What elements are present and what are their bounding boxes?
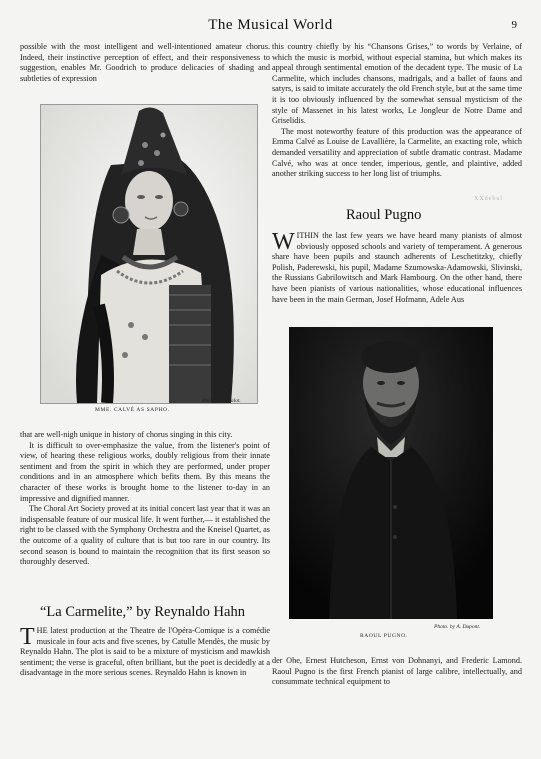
pugno-continued-paragraph: der Ohe, Ernest Hutcheson, Ernst von Dohnanyi, and Frederic Lamond. Raoul Pugno is the first French pianist of large calibre, intellectually, and consummate technical equipment to — [272, 656, 522, 687]
pugno-text: ITHIN the last few years we have heard many pianists of almost obviously opposed schools and variety of temperament. A generous share have been pupils and staunch adherents of Leschetitzky, chiefly Polish, Paderewski, his pupil, Madame Szumowska-Adamowski, Slivinski, the Russians Gabrilowitsch and Mark Hambourg. On the other hand, there have been pianists of various nationalities, whose educational influences have been in the main German, Josef Hofmann, Adele Aus — [272, 231, 522, 304]
library-stamp: XXdebul — [474, 196, 503, 202]
pugno-continued — [272, 656, 522, 688]
calve-photo-caption: MME. CALVÉ AS SAPHO. — [95, 407, 170, 413]
pugno-photo — [289, 327, 493, 619]
carmelite-text: HE latest production at the Theatre de l'Opéra-Comique is a comédie musicale in four acts and five scenes, by Catulle Mendès, the music by Reynaldo Hahn. The plot is said to be a mixture of mysticism and mawkish sentiment; the verse is graceful, often brilliant, but the poet is decidedly at a disadvantage in the more serious scenes. Reynaldo Hahn is known in — [20, 626, 270, 678]
calve-photo — [40, 104, 258, 404]
running-head-title: The Musical World — [208, 17, 333, 33]
calve-portrait-image — [41, 105, 257, 403]
intro-paragraph: possible with the most intelligent and well-intentioned amateur chorus. Indeed, their instinctive perception of effect, and their responsiveness to suggestion, enables Mr. Goodrich to produce delicacies of shading and subtleties of expression — [20, 42, 270, 83]
carmelite-paragraph — [20, 626, 270, 679]
pugno-drop-cap: W — [272, 229, 295, 255]
pugno-heading: Raoul Pugno — [346, 207, 422, 223]
left-column-lower — [20, 430, 270, 568]
pugno-photo-credit: Photo. by A. Dupont. — [434, 624, 481, 630]
carmelite-heading: “La Carmelite,” by Reynaldo Hahn — [40, 604, 245, 620]
carmelite-article — [20, 626, 270, 679]
pugno-portrait-image — [289, 327, 493, 619]
left-column — [20, 42, 270, 84]
carmelite-continued-b: The most noteworthy feature of this production was the appearance of Emma Calvé as Louise de Lavallière, la Carmelite, an exacting role, which demanded versatility and appreciation of subtle dramatic contrast. Madame Calvé, who was at once tender, imperious, gentle, and plaintive, added another striking success to her long list of triumphs. — [272, 126, 522, 179]
carmelite-continued-a: this country chiefly by his “Chansons Grises,” to words by Verlaine, of which the music is morbid, without especial stamina, but which makes its appeal through sentimental emotion of the decadent type. The music of La Carmelite, which includes chansons, madrigals, and a ballet of fauns and satyrs, is said to imitate accurately the old French style, but at the same time it is too obviously influenced by the somewhat sensual mysticism of the style of Massenet in his latest works, Le Jongleur de Notre Dame and Griselidis. — [272, 42, 522, 126]
chorus-paragraph-c: The Choral Art Society proved at its initial concert last year that it was an indispensable feature of our musical life. It went further,— it established the right to be classed with the Symphony Orchestra and the Kneisel Quartet, as the outcome of a quality of culture that is but too rare in our country. Its second season is bound to maintain the recognition that its first season so thoroughly deserved. — [20, 504, 271, 567]
pugno-photo-caption: RAOUL PUGNO. — [360, 633, 408, 639]
calve-photo-credit: Photo. by Chalot. — [202, 398, 241, 404]
pugno-article — [272, 231, 522, 305]
chorus-paragraph-b: It is difficult to over-emphasize the value, from the listener's point of view, of hearing these religious works, doubly religious from their innate sentiment and from the spirit in which they are performed, under proper conditions and in an atmosphere which befits them. By this means the character of these works is brought home to the listener to-day in an impressive and dignified manner. — [20, 440, 270, 503]
pugno-paragraph — [272, 231, 522, 305]
right-column — [272, 42, 522, 180]
carmelite-drop-cap: T — [20, 624, 35, 650]
page-number: 9 — [511, 19, 517, 31]
chorus-paragraph-a: that are well-nigh unique in history of chorus singing in this city. — [20, 430, 233, 439]
